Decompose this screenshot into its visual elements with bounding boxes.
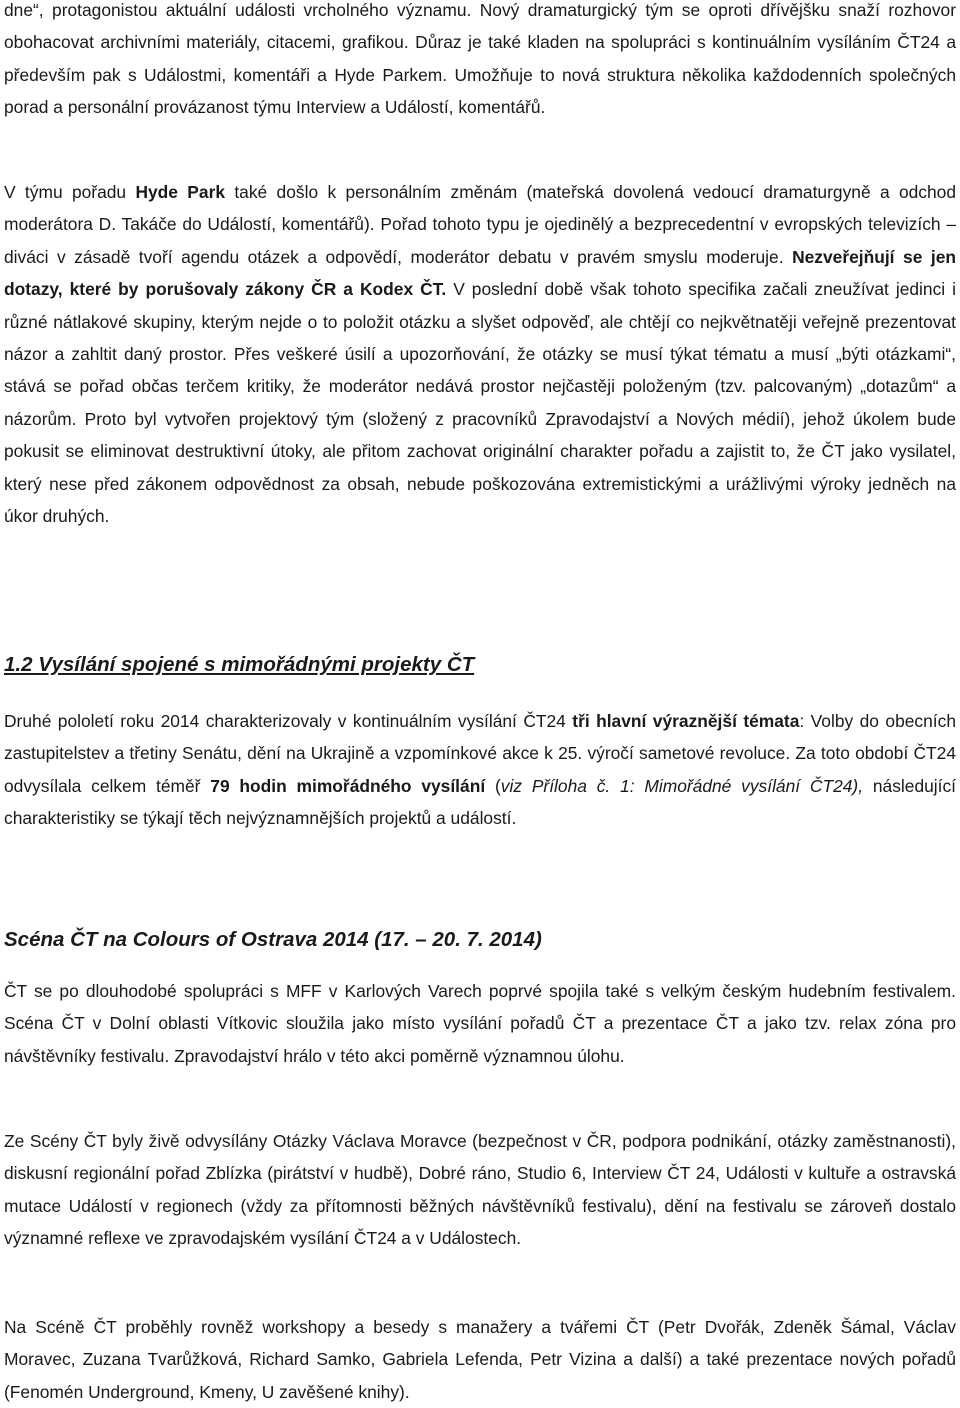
paragraph-colours-broadcasts: Ze Scény ČT byly živě odvysílány Otázky Václava Moravce (bezpečnost v ČR, podpora podnikání, otázky zaměstnanosti), diskusní regionální pořad Zblízka (pirátství v hudbě), Dobré ráno, Studio 6, Interview ČT 24, Události v kultuře a ostravská mutace Událostí v regionech (vždy za přítomnosti běžných návštěvníků festivalu), dění na festivalu se zároveň dostalo významné reflexe ve zpravodajském vysílání ČT24 a v Událostech. [4, 1131, 956, 1249]
paragraph-interview: dne“, protagonistou aktuální události vrcholného významu. Nový dramaturgický tým se oproti dřívějšku snaží rozhovor obohacovat archivními materiály, citacemi, grafikou. Důraz je také kladen na spolupráci s kontinuálním vysíláním ČT24 a především pak s Událostmi, komentáři a Hyde Parkem. Umožňuje to nová struktura několika každodenních společných porad a personální provázanost týmu Interview a Událostí, komentářů. [4, 0, 956, 118]
paragraph-colours-workshops: Na Scéně ČT proběhly rovněž workshopy a besedy s manažery a tvářemi ČT (Petr Dvořák, Zdeněk Šámal, Václav Moravec, Zuzana Tvarůžková, Richard Samko, Gabriela Lefenda, Petr Vizina a další) a také prezentace nových pořadů (Fenomén Underground, Kmeny, U zavěšené knihy). [4, 1317, 956, 1402]
subheading-colours: Scéna ČT na Colours of Ostrava 2014 (17. – 20. 7. 2014) [4, 928, 542, 951]
hyde-park-bold-statement: Nezveřejňují se jen dotazy, které by porušovaly zákony ČR a Kodex ČT. [4, 246, 956, 300]
special-bold-topics: tři hlavní výraznější témata [572, 711, 800, 731]
special-text-4: následující charakteristiky se týkají těch nejvýznamnějších projektů a událostí. [4, 775, 957, 829]
special-text-1: Druhé pololetí roku 2014 charakterizovaly v kontinuálním vysílání ČT24 [4, 711, 573, 731]
hyde-park-bold-title: Hyde Park [135, 182, 226, 202]
special-text-2: : Volby do obecních zastupitelstev a třetiny Senátu, dění na Ukrajině a vzpomínkové akce k 25. výročí sametové revoluce. Za toto období ČT24 odvysílala celkem téměř [4, 711, 956, 796]
paragraph-special-broadcasts [4, 705, 956, 835]
hyde-park-text-3: V poslední době však tohoto specifika začali zneužívat jedinci i různé nátlakové skupiny, kterým nejde o to položit otázku a slyšet odpověď, ale chtějí co nejkvětnatěji veřejně prezentovat názor a zahltit daný prostor. Přes veškeré úsilí a upozorňování, že otázky se musí týkat tématu a musí „býti otázkami“, stává se pořad občas terčem kritiky, že moderátor nedává prostor nejčastěji položeným (tzv. palcovaným) „dotazům“ a názorům. Proto byl vytvořen projektový tým (složený z pracovníků Zpravodajství a Nových médií), jehož úkolem bude pokusit se eliminovat destruktivní útoky, ale přitom zachovat originální charakter pořadu a zajistit to, že ČT jako vysilatel, který nese před zákonem odpovědnost za obsah, nebude poškozována extremistickými a urážlivými výroky jedněch na úkor druhých. [4, 279, 957, 527]
paragraph-colours-intro: ČT se po dlouhodobé spolupráci s MFF v Karlových Varech poprvé spojila také s velkým českým hudebním festivalem. Scéna ČT v Dolní oblasti Vítkovic sloužila jako místo vysílání pořadů ČT a prezentace ČT a jako tzv. relax zóna pro návštěvníky festivalu. Zpravodajství hrálo v této akci poměrně významnou úlohu. [4, 981, 956, 1066]
paragraph-hyde-park [4, 176, 956, 532]
special-italic-appendix: viz Příloha č. 1: Mimořádné vysílání ČT24), [500, 775, 864, 796]
special-bold-hours: 79 hodin mimořádného vysílání [210, 775, 486, 796]
special-text-3: ( [485, 775, 501, 796]
hyde-park-text-2: také došlo k personálním změnám (mateřská dovolená vedoucí dramaturgyně a odchod moderátora D. Takáče do Událostí, komentářů). Pořad tohoto typu je ojedinělý a bezprecedentní v evropských televizích – diváci v zásadě tvoří agendu otázek a odpovědí, moderátor debatu v pravém smyslu moderuje. [4, 182, 956, 267]
section-heading: 1.2 Vysílání spojené s mimořádnými projekty ČT [4, 653, 475, 676]
hyde-park-text-1: V týmu pořadu [4, 182, 136, 202]
